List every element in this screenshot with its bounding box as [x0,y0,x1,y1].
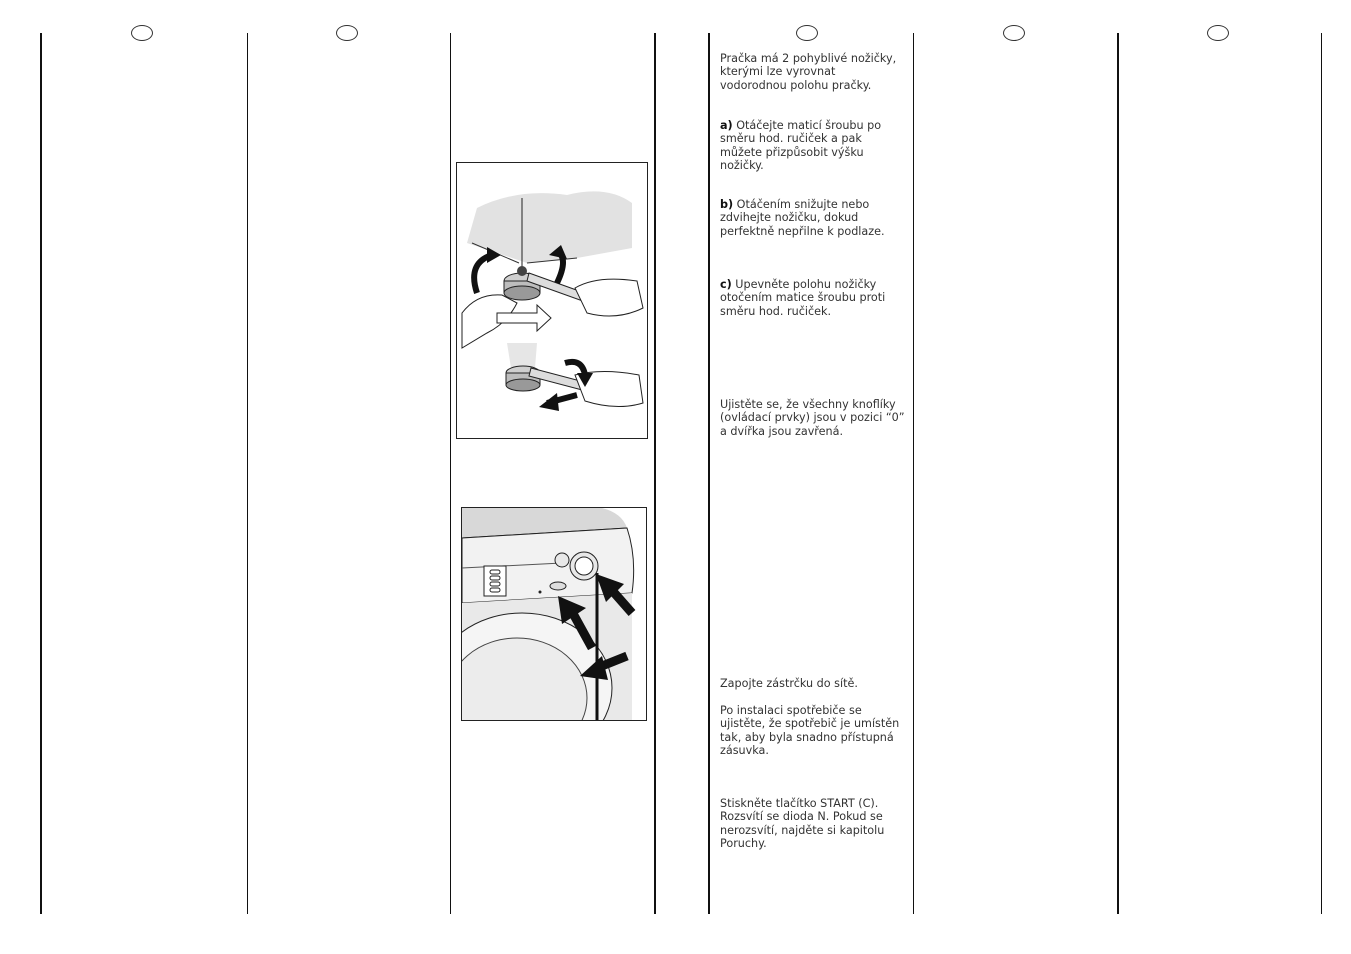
column-divider [913,33,914,914]
language-marker-oval [796,25,818,41]
plug-in-paragraph: Zapojte zástrčku do sítě. [720,677,858,690]
language-marker-oval [131,25,153,41]
washing-machine-panel-icon [462,508,646,720]
column-divider [708,33,710,914]
language-marker-oval [1207,25,1229,41]
step-a-paragraph [720,119,905,173]
start-paragraph: Stiskněte tlačítko START (C). Rozsvítí se dioda N. Pokud se nerozsvítí, najděte si kapitolu Poruchy. [720,797,885,851]
step-b-letter: b) [720,198,734,211]
column-divider [40,33,42,914]
intro-paragraph: Pračka má 2 pohyblivé nožičky, kterými lze vyrovnat vodorodnou polohu pračky. [720,52,897,92]
step-b-text: Otáčením snižujte nebo zdvihejte nožičku, dokud perfektně nepřilne k podlaze. [720,198,885,238]
step-b-paragraph [720,198,905,238]
step-a-letter: a) [720,119,733,132]
language-marker-oval [1003,25,1025,41]
column-divider [1117,33,1119,914]
column-divider [450,33,451,914]
check-knobs-paragraph: Ujistěte se, že všechny knoflíky (ovládací prvky) jsou v pozici “0” a dvířka jsou zavřená. [720,398,905,438]
step-a-text: Otáčejte maticí šroubu po směru hod. ručiček a pak můžete přizpůsobit výšku nožičky. [720,119,882,173]
step-c-text: Upevněte polohu nožičky otočením matice šroubu proti směru hod. ručiček. [720,278,886,318]
step-c-paragraph [720,278,905,318]
feet-adjustment-figure [456,162,648,439]
column-divider [247,33,248,914]
control-panel-figure [461,507,647,721]
socket-access-paragraph: Po instalaci spotřebiče se ujistěte, že spotřebič je umístěn tak, aby byla snadno přístupná zásuvka. [720,704,900,758]
wrench-adjusting-feet-icon [457,163,647,438]
language-marker-oval [336,25,358,41]
column-divider [1321,33,1322,914]
column-divider [654,33,656,914]
step-c-letter: c) [720,278,732,291]
